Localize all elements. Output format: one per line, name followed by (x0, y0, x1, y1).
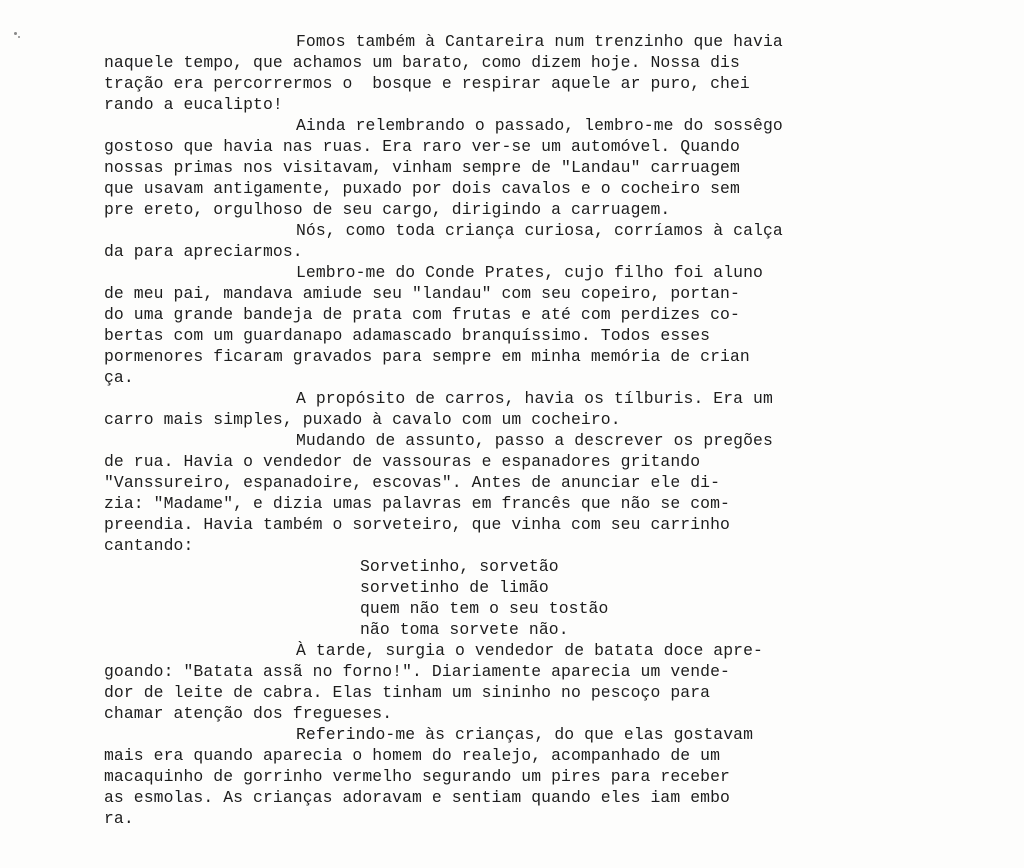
scan-speck (18, 36, 20, 38)
text-line: da para apreciarmos. (104, 242, 303, 261)
verse-line: Sorvetinho, sorvetão (360, 557, 559, 576)
text-line: Nós, como toda criança curiosa, corríamos à calça (296, 221, 783, 240)
text-line: preendia. Havia também o sorveteiro, que vinha com seu carrinho (104, 515, 730, 534)
text-line: ça. (104, 368, 134, 387)
text-line: pormenores ficaram gravados para sempre em minha memória de crian (104, 347, 750, 366)
verse-line: quem não tem o seu tostão (360, 599, 609, 618)
text-line: rando a eucalipto! (104, 95, 283, 114)
text-line: Mudando de assunto, passo a descrever os pregões (296, 431, 773, 450)
text-line: "Vanssureiro, espanadoire, escovas". Antes de anunciar ele di- (104, 473, 721, 492)
text-line: Fomos também à Cantareira num trenzinho que havia (296, 32, 783, 51)
text-line: bertas com um guardanapo adamascado branquíssimo. Todos esses (104, 326, 711, 345)
text-line: Referindo-me às crianças, do que elas gostavam (296, 725, 754, 744)
text-line: Ainda relembrando o passado, lembro-me do sossêgo (296, 116, 783, 135)
text-line: A propósito de carros, havia os tílburis. Era um (296, 389, 773, 408)
verse-line: sorvetinho de limão (360, 578, 549, 597)
text-line: pre ereto, orgulhoso de seu cargo, dirigindo a carruagem. (104, 200, 671, 219)
verse-line: não toma sorvete não. (360, 620, 569, 639)
text-line: naquele tempo, que achamos um barato, como dizem hoje. Nossa dis (104, 53, 740, 72)
text-line: carro mais simples, puxado à cavalo com um cocheiro. (104, 410, 621, 429)
text-line: gostoso que havia nas ruas. Era raro ver-se um automóvel. Quando (104, 137, 740, 156)
text-line: de meu pai, mandava amiude seu "landau" com seu copeiro, portan- (104, 284, 740, 303)
text-line: do uma grande bandeja de prata com frutas e até com perdizes co- (104, 305, 740, 324)
text-line: macaquinho de gorrinho vermelho segurando um pires para receber (104, 767, 730, 786)
text-line: ra. (104, 809, 134, 828)
text-line: que usavam antigamente, puxado por dois cavalos e o cocheiro sem (104, 179, 740, 198)
text-line: dor de leite de cabra. Elas tinham um sininho no pescoço para (104, 683, 711, 702)
typed-text-body (104, 31, 944, 829)
text-line: zia: "Madame", e dizia umas palavras em francês que não se com- (104, 494, 730, 513)
text-line: mais era quando aparecia o homem do realejo, acompanhado de um (104, 746, 721, 765)
scan-speck (14, 32, 17, 35)
text-line: tração era percorrermos o bosque e respirar aquele ar puro, chei (104, 74, 750, 93)
text-line: de rua. Havia o vendedor de vassouras e espanadores gritando (104, 452, 701, 471)
text-line: Lembro-me do Conde Prates, cujo filho foi aluno (296, 263, 763, 282)
text-line: goando: "Batata assã no forno!". Diariamente aparecia um vende- (104, 662, 730, 681)
text-line: cantando: (104, 536, 194, 555)
text-line: chamar atenção dos fregueses. (104, 704, 393, 723)
text-line: À tarde, surgia o vendedor de batata doce apre- (296, 641, 763, 660)
text-line: as esmolas. As crianças adoravam e sentiam quando eles iam embo (104, 788, 730, 807)
text-line: nossas primas nos visitavam, vinham sempre de "Landau" carruagem (104, 158, 740, 177)
